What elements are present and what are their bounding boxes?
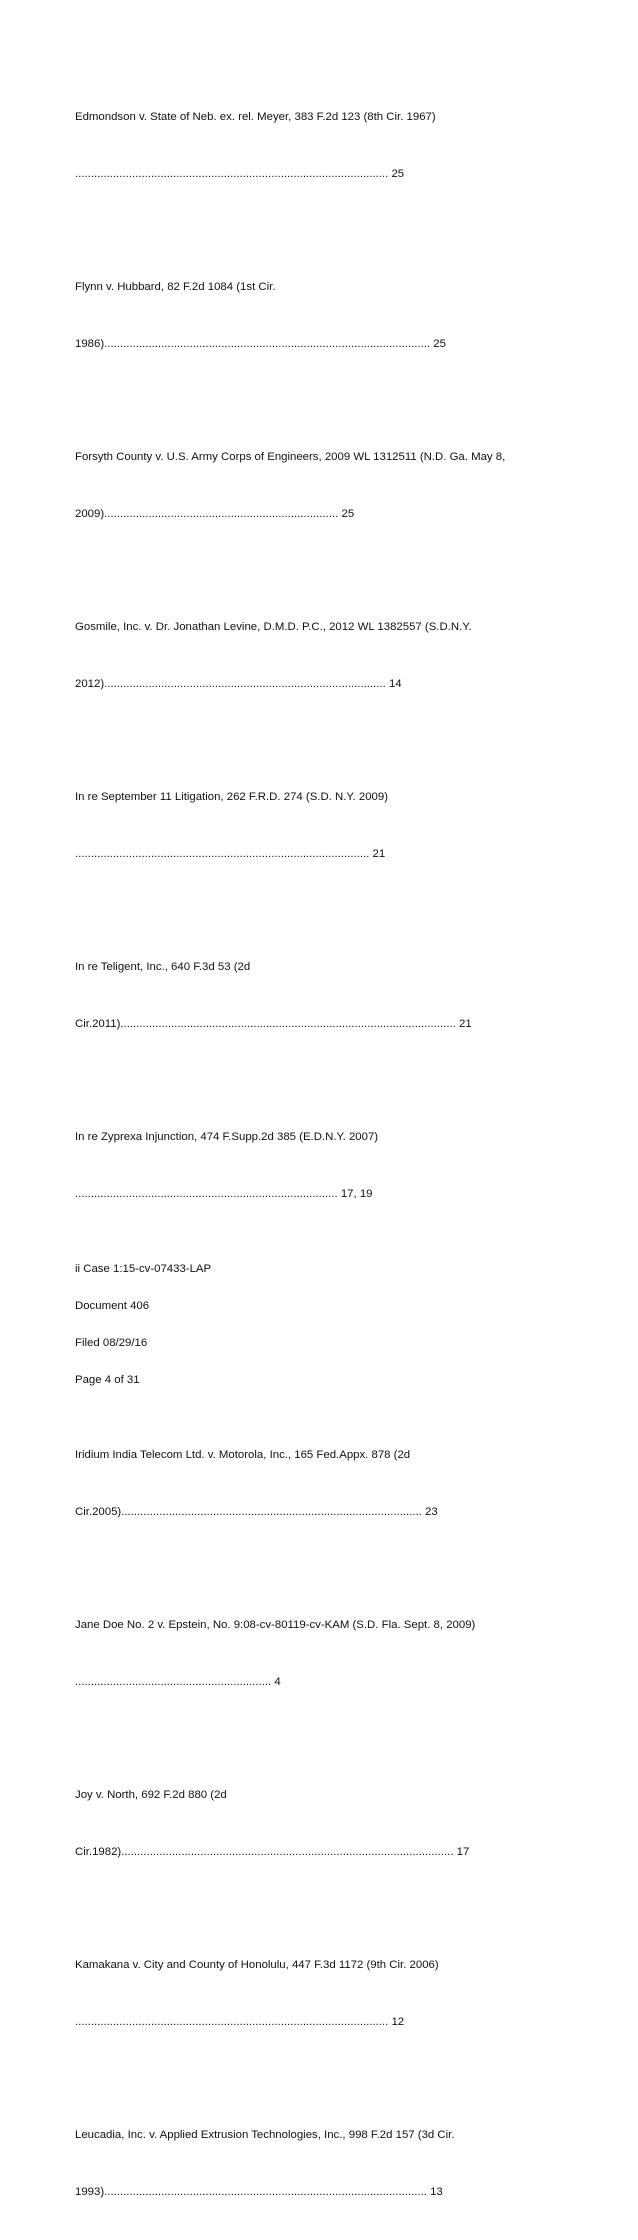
- case-citation: Forsyth County v. U.S. Army Corps of Engineers, 2009 WL 1312511 (N.D. Ga. May 8,: [75, 451, 506, 463]
- page-reference: .............................................................. 4: [75, 1676, 281, 1688]
- authority-entry: [75, 1918, 578, 2070]
- authority-entry: [75, 920, 578, 1072]
- authority-entry: [75, 240, 578, 392]
- authorities-list-top: [75, 70, 578, 1242]
- authority-entry: [75, 70, 578, 222]
- case-citation: Edmondson v. State of Neb. ex. rel. Meyer, 383 F.2d 123 (8th Cir. 1967): [75, 111, 436, 123]
- authority-entry: [75, 1408, 578, 1560]
- page-reference: 1993)...................................................................................................... 13: [75, 2186, 443, 2198]
- case-citation: Jane Doe No. 2 v. Epstein, No. 9:08-cv-80119-cv-KAM (S.D. Fla. Sept. 8, 2009): [75, 1619, 476, 1631]
- case-citation: Flynn v. Hubbard, 82 F.2d 1084 (1st Cir.: [75, 281, 276, 293]
- page-reference: ................................................................................................... 12: [75, 2016, 405, 2028]
- authority-entry: [75, 410, 578, 562]
- authority-entry: [75, 1748, 578, 1900]
- case-citation: In re Zyprexa Injunction, 474 F.Supp.2d 385 (E.D.N.Y. 2007): [75, 1131, 379, 1143]
- page-number: Page 4 of 31: [75, 1374, 140, 1386]
- page-reference: ................................................................................... 17, 19: [75, 1188, 373, 1200]
- authority-entry: [75, 580, 578, 732]
- authority-entry: [75, 1578, 578, 1730]
- case-citation: In re September 11 Litigation, 262 F.R.D. 274 (S.D. N.Y. 2009): [75, 791, 388, 803]
- page-header-block: [75, 1260, 578, 1390]
- page-reference: Cir.2005)............................................................................................... 23: [75, 1506, 438, 1518]
- page-reference: ............................................................................................. 21: [75, 848, 386, 860]
- authority-entry: [75, 2088, 578, 2240]
- authorities-list-bottom: [75, 1408, 578, 2240]
- authority-entry: [75, 750, 578, 902]
- page-reference: Cir.1982)......................................................................................................... 17: [75, 1846, 470, 1858]
- page-reference: ................................................................................................... 25: [75, 168, 405, 180]
- page-reference: 2009).......................................................................... 25: [75, 508, 355, 520]
- page-reference: 2012)......................................................................................... 14: [75, 678, 402, 690]
- case-citation: Leucadia, Inc. v. Applied Extrusion Technologies, Inc., 998 F.2d 157 (3d Cir.: [75, 2129, 455, 2141]
- case-number: ii Case 1:15-cv-07433-LAP: [75, 1263, 212, 1275]
- authority-entry: [75, 1090, 578, 1242]
- case-citation: Gosmile, Inc. v. Dr. Jonathan Levine, D.M.D. P.C., 2012 WL 1382557 (S.D.N.Y.: [75, 621, 472, 633]
- page-reference: 1986)....................................................................................................... 25: [75, 338, 446, 350]
- case-citation: Joy v. North, 692 F.2d 880 (2d: [75, 1789, 227, 1801]
- case-citation: Iridium India Telecom Ltd. v. Motorola, Inc., 165 Fed.Appx. 878 (2d: [75, 1449, 411, 1461]
- case-citation: In re Teligent, Inc., 640 F.3d 53 (2d: [75, 961, 251, 973]
- page-reference: Cir.2011).......................................................................................................... 21: [75, 1018, 472, 1030]
- document-number: Document 406: [75, 1300, 150, 1312]
- case-citation: Kamakana v. City and County of Honolulu, 447 F.3d 1172 (9th Cir. 2006): [75, 1959, 439, 1971]
- filed-date: Filed 08/29/16: [75, 1337, 148, 1349]
